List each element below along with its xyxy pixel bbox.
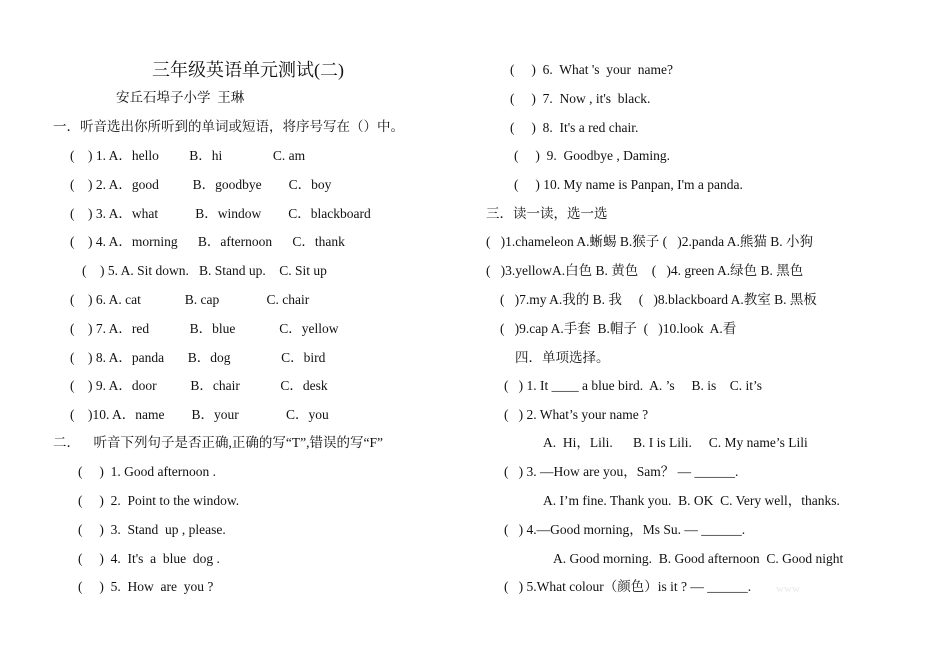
list-item: ( ) 1. A．hello B．hi C. am <box>70 148 306 163</box>
list-item: ( ) 10. My name is Panpan, I'm a panda. <box>514 177 743 192</box>
answer-options: A. Good morning. B. Good afternoon C. Good night <box>553 551 844 566</box>
list-item: ( )10. A．name B．your C．you <box>70 407 329 422</box>
list-item: ( ) 3. —How are you，Sam？ — ______. <box>504 464 739 479</box>
list-item: ( ) 1. It ____ a blue bird. A. ’s B. is C. it’s <box>504 378 762 393</box>
list-item: ( ) 9. A．door B．chair C．desk <box>70 378 328 393</box>
answer-options: A. I’m fine. Thank you. B. OK C. Very well，thanks. <box>543 493 840 508</box>
list-item: ( ) 6. A. cat B. cap C. chair <box>70 292 310 307</box>
list-item: ( ) 5. A. Sit down. B. Stand up. C. Sit up <box>82 263 327 278</box>
page-title: 三年级英语单元测试(二) <box>152 60 344 80</box>
list-item: ( ) 8. It's a red chair. <box>510 120 639 135</box>
list-item: ( ) 7. A．red B．blue C．yellow <box>70 321 339 336</box>
list-item: ( ) 5.What colour（颜色）is it ? — ______. <box>504 579 752 594</box>
section-4-heading: 四．单项选择。 <box>515 350 610 365</box>
list-item: ( ) 8. A．panda B．dog C．bird <box>70 350 326 365</box>
list-item: ( ) 2. A．good B．goodbye C．boy <box>70 177 332 192</box>
list-item: ( ) 5. How are you ? <box>78 579 214 594</box>
list-item: ( ) 7. Now , it's black. <box>510 91 651 106</box>
section-1-heading: 一．听音选出你所听到的单词或短语，将序号写在（）中。 <box>53 119 404 134</box>
list-item: ( ) 3. Stand up , please. <box>78 522 226 537</box>
watermark: www <box>776 583 800 595</box>
list-item: ( ) 2. What’s your name ? <box>504 407 649 422</box>
list-item: ( ) 1. Good afternoon . <box>78 464 216 479</box>
section-2-heading: 二． 听音下列句子是否正确,正确的写“T”,错误的写“F” <box>53 435 383 450</box>
author-line: 安丘石埠子小学 王琳 <box>116 90 245 105</box>
list-item: ( )3.yellowA.白色 B. 黄色 ( )4. green A.绿色 B. 黑色 <box>486 263 804 278</box>
list-item: ( ) 4. A．morning B．afternoon C．thank <box>70 234 345 249</box>
list-item: ( ) 4.—Good morning，Ms Su. — ______. <box>504 522 746 537</box>
list-item: ( )9.cap A.手套 B.帽子 ( )10.look A.看 <box>500 321 737 336</box>
list-item: ( ) 4. It's a blue dog . <box>78 551 220 566</box>
list-item: ( ) 3. A．what B．window C．blackboard <box>70 206 371 221</box>
answer-options: A. Hi，Lili. B. I is Lili. C. My name’s Lili <box>543 435 808 450</box>
list-item: ( ) 2. Point to the window. <box>78 493 240 508</box>
section-3-heading: 三．读一读，选一选 <box>486 206 608 221</box>
list-item: ( )1.chameleon A.蜥蜴 B.猴子 ( )2.panda A.熊猫 B. 小狗 <box>486 234 813 249</box>
list-item: ( ) 6. What 's your name? <box>510 62 674 77</box>
list-item: ( ) 9. Goodbye , Daming. <box>514 148 670 163</box>
list-item: ( )7.my A.我的 B. 我 ( )8.blackboard A.教室 B. 黑板 <box>500 292 817 307</box>
